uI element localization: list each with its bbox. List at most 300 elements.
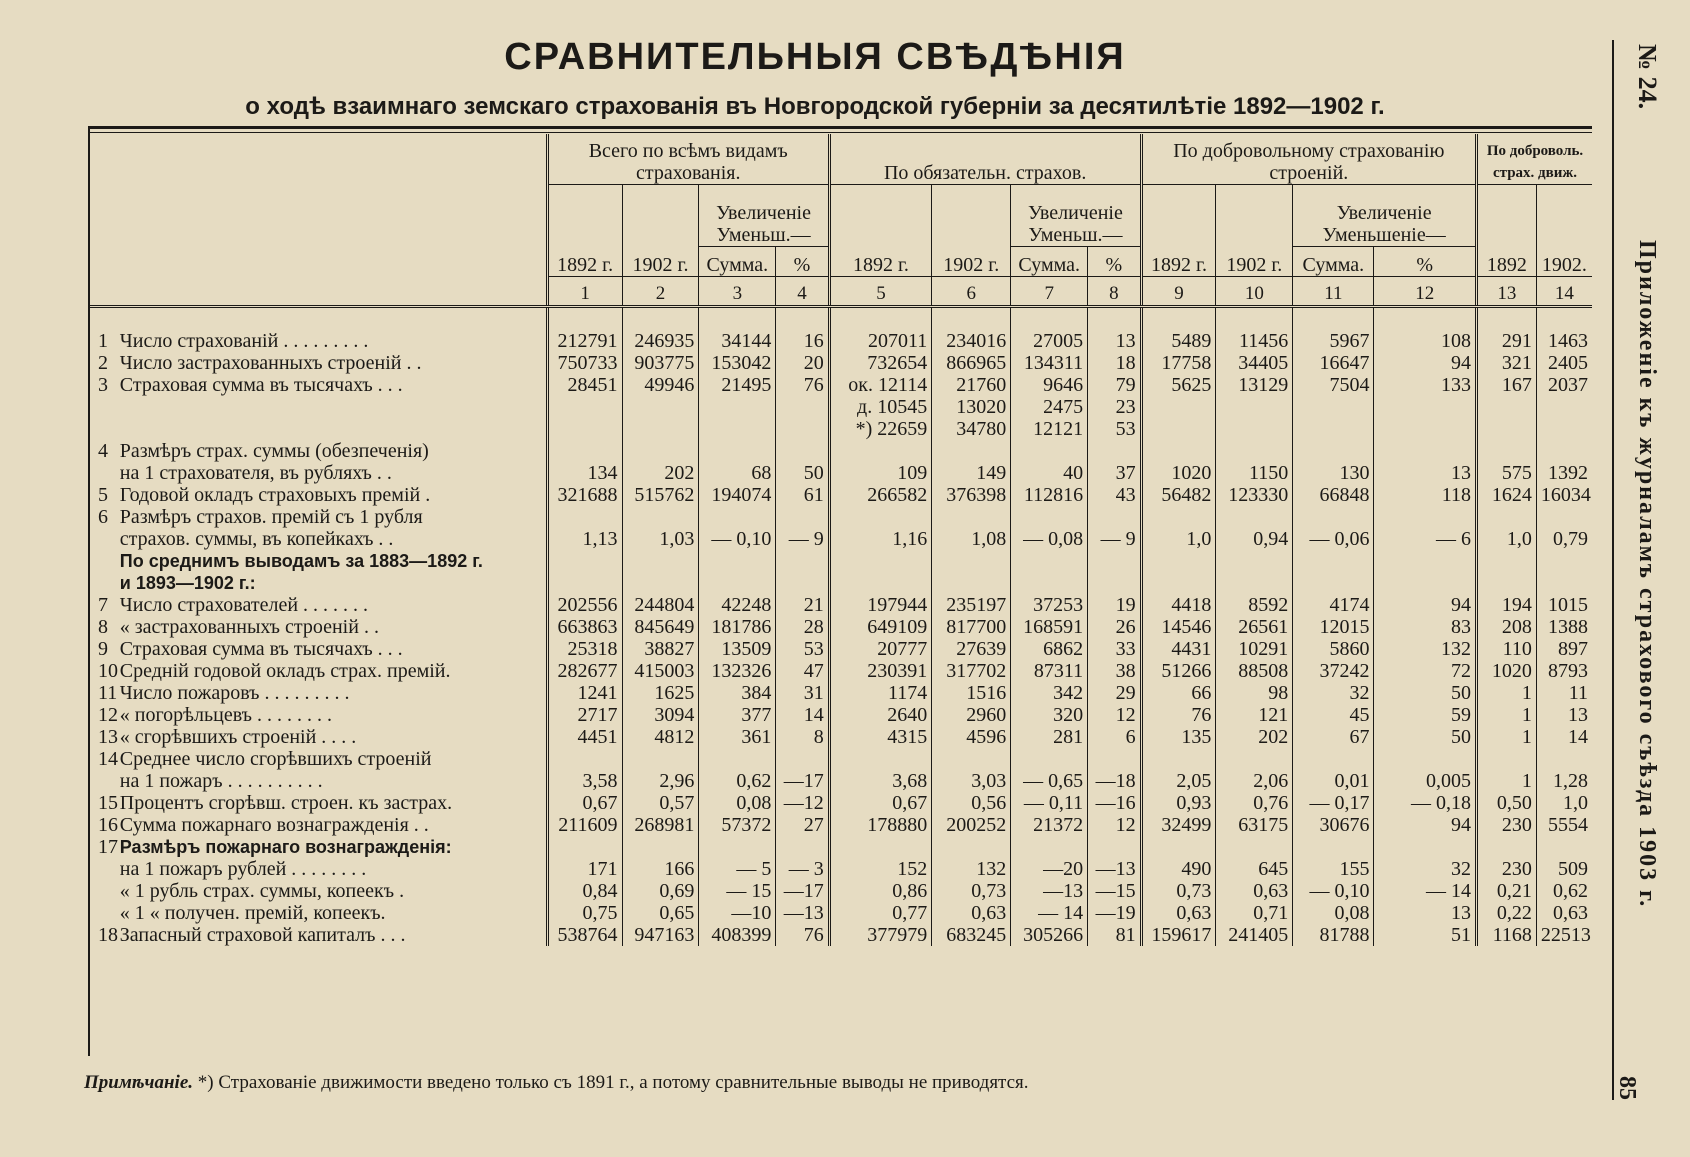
table-cell — [1216, 506, 1293, 528]
table-cell: 1625 — [622, 682, 699, 704]
table-cell: 281 — [1011, 726, 1088, 748]
row-number: 14 — [98, 747, 118, 770]
table-row — [88, 638, 1592, 660]
table-cell: 32 — [1374, 858, 1477, 880]
table-cell: 246935 — [622, 330, 699, 352]
table-cell: 56482 — [1141, 484, 1216, 506]
table-cell — [622, 506, 699, 528]
table-cell: 17758 — [1141, 352, 1216, 374]
table-cell — [776, 550, 829, 572]
table-cell: 12 — [1088, 704, 1141, 726]
table-cell: 76 — [776, 374, 829, 396]
table-cell — [547, 440, 622, 462]
table-cell: 342 — [1011, 682, 1088, 704]
table-cell: 211609 — [547, 814, 622, 836]
table-cell: 5489 — [1141, 330, 1216, 352]
table-cell — [1216, 572, 1293, 594]
table-cell: 1020 — [1141, 462, 1216, 484]
table-cell: 88508 — [1216, 660, 1293, 682]
table-cell: 28451 — [547, 374, 622, 396]
table-cell: 649109 — [829, 616, 932, 638]
table-row — [88, 462, 1592, 484]
row-label: Процентъ сгорѣвш. строен. къ застрах. — [119, 791, 453, 814]
table-cell — [547, 506, 622, 528]
header-group-compulsory: По обязательн. страхов. — [829, 134, 1141, 184]
row-number — [88, 880, 116, 902]
table-cell — [1216, 396, 1293, 418]
table-cell: —19 — [1088, 902, 1141, 924]
table-cell: 16647 — [1293, 352, 1374, 374]
table-cell: 76 — [1141, 704, 1216, 726]
table-cell: 13 — [1536, 704, 1592, 726]
table-cell: 4431 — [1141, 638, 1216, 660]
table-cell: 0,08 — [699, 792, 776, 814]
table-cell: 1624 — [1477, 484, 1537, 506]
table-cell: —10 — [699, 902, 776, 924]
table-cell: —20 — [1011, 858, 1088, 880]
table-row — [88, 330, 1592, 352]
row-number: 18 — [98, 923, 118, 946]
row-number — [88, 902, 116, 924]
table-cell: 38827 — [622, 638, 699, 660]
table-cell: — 15 — [699, 880, 776, 902]
row-label — [116, 396, 548, 418]
table-cell: 1241 — [547, 682, 622, 704]
table-cell: 320 — [1011, 704, 1088, 726]
table-cell: 1150 — [1216, 462, 1293, 484]
column-number: 8 — [1088, 276, 1141, 306]
header-year-1902: 1902. — [1536, 184, 1592, 276]
table-cell: 130 — [1293, 462, 1374, 484]
table-cell — [1374, 396, 1477, 418]
row-label: Число пожаровъ . . . . . . . . . — [119, 681, 350, 704]
table-cell — [829, 572, 932, 594]
table-cell: 6862 — [1011, 638, 1088, 660]
row-number: 15 — [98, 791, 118, 814]
table-cell: 235197 — [932, 594, 1011, 616]
table-cell: 2475 — [1011, 396, 1088, 418]
table-cell: — 0,11 — [1011, 792, 1088, 814]
table-cell — [1088, 748, 1141, 770]
column-number: 12 — [1374, 276, 1477, 306]
table-cell: 43 — [1088, 484, 1141, 506]
table-row — [88, 902, 1592, 924]
column-number: 13 — [1477, 276, 1537, 306]
table-row — [88, 484, 1592, 506]
table-cell — [1141, 396, 1216, 418]
table-cell: 0,93 — [1141, 792, 1216, 814]
table-cell: 19 — [1088, 594, 1141, 616]
table-row — [88, 440, 1592, 462]
header-year-1902: 1902 г. — [932, 184, 1011, 276]
table-cell: 50 — [776, 462, 829, 484]
column-number: 10 — [1216, 276, 1293, 306]
table-cell: 321688 — [547, 484, 622, 506]
table-cell — [1293, 748, 1374, 770]
table-cell: 0,63 — [1536, 902, 1592, 924]
table-cell: 16034 — [1536, 484, 1592, 506]
table-cell: 18 — [1088, 352, 1141, 374]
table-cell: 2,96 — [622, 770, 699, 792]
table-cell — [699, 550, 776, 572]
table-cell: 0,94 — [1216, 528, 1293, 550]
table-cell — [547, 418, 622, 440]
table-cell — [1293, 440, 1374, 462]
table-body — [88, 330, 1592, 946]
table-cell: 575 — [1477, 462, 1537, 484]
table-cell: 34780 — [932, 418, 1011, 440]
table-cell — [1216, 748, 1293, 770]
table-cell — [622, 748, 699, 770]
table-cell: 0,73 — [1141, 880, 1216, 902]
table-cell: 515762 — [622, 484, 699, 506]
table-cell — [1293, 418, 1374, 440]
table-cell: 20777 — [829, 638, 932, 660]
statistics-table — [88, 134, 1592, 946]
table-cell — [776, 748, 829, 770]
row-label: страхов. суммы, въ копейкахъ . . — [119, 527, 394, 550]
table-cell — [1011, 550, 1088, 572]
table-cell: 202 — [622, 462, 699, 484]
table-cell: 22513 — [1536, 924, 1592, 946]
row-number — [88, 858, 116, 880]
table-cell: 197944 — [829, 594, 932, 616]
table-cell: 845649 — [622, 616, 699, 638]
table-cell — [776, 572, 829, 594]
margin-rule — [1612, 40, 1614, 1100]
table-cell: — 0,10 — [1293, 880, 1374, 902]
frame-rule — [88, 126, 1592, 129]
row-number: 1 — [98, 329, 108, 352]
table-cell: —18 — [1088, 770, 1141, 792]
table-cell: 1,28 — [1536, 770, 1592, 792]
table-cell: 4418 — [1141, 594, 1216, 616]
table-cell: *) 22659 — [829, 418, 932, 440]
table-cell: 21760 — [932, 374, 1011, 396]
table-cell: 134 — [547, 462, 622, 484]
row-label: и 1893—1902 г.: — [119, 572, 256, 593]
table-cell — [622, 418, 699, 440]
frame-rule-thin — [88, 132, 1592, 133]
table-cell: 32499 — [1141, 814, 1216, 836]
table-cell: 1392 — [1536, 462, 1592, 484]
table-cell: — 0,17 — [1293, 792, 1374, 814]
table-cell — [776, 396, 829, 418]
table-cell: 66848 — [1293, 484, 1374, 506]
row-label: Число страхователей . . . . . . . — [119, 593, 369, 616]
row-number — [88, 396, 116, 418]
table-cell: 377979 — [829, 924, 932, 946]
table-row — [88, 506, 1592, 528]
table-cell — [622, 396, 699, 418]
table-cell: 947163 — [622, 924, 699, 946]
table-cell — [1477, 572, 1537, 594]
table-cell — [1141, 836, 1216, 858]
table-cell: — 0,18 — [1374, 792, 1477, 814]
table-cell: 59 — [1374, 704, 1477, 726]
table-cell: 0,76 — [1216, 792, 1293, 814]
column-number: 3 — [699, 276, 776, 306]
table-cell: 0,01 — [1293, 770, 1374, 792]
row-number: 8 — [98, 615, 108, 638]
row-label: Сумма пожарнаго вознагражденія . . — [119, 813, 429, 836]
row-number: 12 — [98, 703, 118, 726]
table-cell: 1168 — [1477, 924, 1537, 946]
table-cell — [1477, 506, 1537, 528]
table-cell: 0,63 — [932, 902, 1011, 924]
row-label: на 1 страхователя, въ рубляхъ . . — [119, 461, 392, 484]
table-cell: 490 — [1141, 858, 1216, 880]
table-cell: 202 — [1216, 726, 1293, 748]
table-cell — [699, 572, 776, 594]
table-cell — [1011, 440, 1088, 462]
table-row — [88, 418, 1592, 440]
table-cell: 1,13 — [547, 528, 622, 550]
table-cell: 13 — [1374, 902, 1477, 924]
column-number: 14 — [1536, 276, 1592, 306]
table-cell: 230 — [1477, 858, 1537, 880]
row-number — [88, 418, 116, 440]
issue-number: № 24. — [1633, 44, 1662, 110]
table-cell: 0,63 — [1216, 880, 1293, 902]
table-cell: 2640 — [829, 704, 932, 726]
table-cell: 21372 — [1011, 814, 1088, 836]
header-group-voluntary-movables: По доброволь. страх. движ. — [1477, 134, 1592, 184]
table-row — [88, 814, 1592, 836]
column-number: 5 — [829, 276, 932, 306]
table-cell — [622, 440, 699, 462]
table-cell: 53 — [1088, 418, 1141, 440]
table-cell: —17 — [776, 770, 829, 792]
row-label: Размѣръ страхов. премій съ 1 рубля — [119, 505, 423, 528]
table-cell: 31 — [776, 682, 829, 704]
table-cell: 0,71 — [1216, 902, 1293, 924]
row-label: Страховая сумма въ тысячахъ . . . — [119, 373, 403, 396]
table-cell: 1,16 — [829, 528, 932, 550]
table-row — [88, 792, 1592, 814]
table-cell: 2717 — [547, 704, 622, 726]
row-label: « 1 « получен. премій, копеекъ. — [119, 901, 386, 924]
table-cell — [1536, 506, 1592, 528]
table-cell: 538764 — [547, 924, 622, 946]
table-cell: —16 — [1088, 792, 1141, 814]
table-cell: 0,67 — [547, 792, 622, 814]
table-row — [88, 572, 1592, 594]
row-number: 13 — [98, 725, 118, 748]
table-cell: 683245 — [932, 924, 1011, 946]
table-row — [88, 352, 1592, 374]
table-cell: 109 — [829, 462, 932, 484]
table-cell: 732654 — [829, 352, 932, 374]
row-number: 7 — [98, 593, 108, 616]
table-cell: 1,0 — [1141, 528, 1216, 550]
document-title: СРАВНИТЕЛЬНЫЯ СВѢДѢНІЯ — [504, 36, 1126, 78]
table-cell: — 9 — [776, 528, 829, 550]
table-cell: 0,62 — [699, 770, 776, 792]
table-cell: 76 — [776, 924, 829, 946]
table-cell — [1374, 506, 1477, 528]
table-cell: 67 — [1293, 726, 1374, 748]
table-cell — [932, 440, 1011, 462]
table-cell: 6 — [1088, 726, 1141, 748]
table-cell: 230391 — [829, 660, 932, 682]
table-cell: 155 — [1293, 858, 1374, 880]
table-cell: — 14 — [1374, 880, 1477, 902]
row-label: Запасный страховой капиталъ . . . — [119, 923, 406, 946]
table-cell: 212791 — [547, 330, 622, 352]
table-cell: 152 — [829, 858, 932, 880]
table-cell: 4812 — [622, 726, 699, 748]
column-number: 9 — [1141, 276, 1216, 306]
table-cell: 34405 — [1216, 352, 1293, 374]
table-cell: 0,08 — [1293, 902, 1374, 924]
table-cell: — 0,08 — [1011, 528, 1088, 550]
table-cell: 178880 — [829, 814, 932, 836]
table-cell: 0,77 — [829, 902, 932, 924]
table-row — [88, 726, 1592, 748]
table-cell: 5625 — [1141, 374, 1216, 396]
table-cell: 384 — [699, 682, 776, 704]
table-cell: 750733 — [547, 352, 622, 374]
table-cell: 0,63 — [1141, 902, 1216, 924]
table-cell: 135 — [1141, 726, 1216, 748]
table-cell — [547, 572, 622, 594]
header-year-1892: 1892 — [1477, 184, 1537, 276]
table-cell: 3,68 — [829, 770, 932, 792]
table-cell — [1536, 440, 1592, 462]
table-row — [88, 396, 1592, 418]
table-cell: 13129 — [1216, 374, 1293, 396]
table-row — [88, 704, 1592, 726]
table-cell: 1,03 — [622, 528, 699, 550]
table-cell — [1374, 550, 1477, 572]
table-cell: 38 — [1088, 660, 1141, 682]
table-cell: 0,84 — [547, 880, 622, 902]
header-year-1902: 1902 г. — [1216, 184, 1293, 276]
table-cell: 83 — [1374, 616, 1477, 638]
table-cell: —13 — [1088, 858, 1141, 880]
table-row — [88, 594, 1592, 616]
table-cell — [1536, 836, 1592, 858]
table-cell: —13 — [1011, 880, 1088, 902]
table-cell: 2,05 — [1141, 770, 1216, 792]
table-cell — [829, 836, 932, 858]
table-cell: 230 — [1477, 814, 1537, 836]
table-cell: 10291 — [1216, 638, 1293, 660]
table-cell: 94 — [1374, 814, 1477, 836]
table-cell — [547, 836, 622, 858]
table-cell — [1374, 572, 1477, 594]
footnote-text: *) Страхованіе движимости введено только съ 1891 г., а потому сравнительные выводы не приводятся. — [197, 1072, 1029, 1093]
table-cell: 9646 — [1011, 374, 1088, 396]
table-cell: 14546 — [1141, 616, 1216, 638]
table-cell: 376398 — [932, 484, 1011, 506]
table-cell: 11456 — [1216, 330, 1293, 352]
table-cell: 194 — [1477, 594, 1537, 616]
table-cell: 153042 — [699, 352, 776, 374]
header-year-1892: 1892 г. — [829, 184, 932, 276]
table-cell — [699, 440, 776, 462]
table-row — [88, 550, 1592, 572]
table-row — [88, 924, 1592, 946]
table-cell — [1141, 748, 1216, 770]
table-cell — [1011, 748, 1088, 770]
table-cell: 61 — [776, 484, 829, 506]
table-row — [88, 616, 1592, 638]
header-change: Увеличеніе Уменьшеніе— — [1293, 184, 1477, 246]
table-cell: 132 — [932, 858, 1011, 880]
row-label: « застрахованныхъ строеній . . — [119, 615, 379, 638]
table-cell — [1374, 836, 1477, 858]
row-label: Число застрахованныхъ строеній . . — [119, 351, 422, 374]
table-cell: 0,73 — [932, 880, 1011, 902]
table-cell: 408399 — [699, 924, 776, 946]
table-cell: 208 — [1477, 616, 1537, 638]
table-cell: 21495 — [699, 374, 776, 396]
table-cell — [1374, 440, 1477, 462]
table-cell — [547, 550, 622, 572]
table-cell: 4451 — [547, 726, 622, 748]
table-cell: 108 — [1374, 330, 1477, 352]
header-percent: % — [1374, 246, 1477, 276]
column-number: 7 — [1011, 276, 1088, 306]
table-cell: 0,005 — [1374, 770, 1477, 792]
table-row — [88, 528, 1592, 550]
row-number: 5 — [98, 483, 108, 506]
table-cell — [699, 418, 776, 440]
table-cell: 94 — [1374, 594, 1477, 616]
header-group-total: Всего по всѣмъ видамъ страхованія. — [547, 134, 829, 184]
table-cell: 26561 — [1216, 616, 1293, 638]
table-cell: 1174 — [829, 682, 932, 704]
row-label: Средній годовой окладъ страх. премій. — [119, 659, 451, 682]
table-cell — [1477, 748, 1537, 770]
table-cell: 377 — [699, 704, 776, 726]
table-cell: 0,62 — [1536, 880, 1592, 902]
table-cell — [1141, 506, 1216, 528]
table-cell: 291 — [1477, 330, 1537, 352]
table-cell — [699, 506, 776, 528]
table-cell: 4174 — [1293, 594, 1374, 616]
table-cell: 361 — [699, 726, 776, 748]
row-label: Размѣръ пожарнаго вознагражденія: — [119, 836, 452, 857]
header-change: Увеличеніе Уменьш.— — [1011, 184, 1141, 246]
row-number: 2 — [98, 351, 108, 374]
table-cell: 13 — [1374, 462, 1477, 484]
table-cell — [1141, 418, 1216, 440]
table-cell: 21 — [776, 594, 829, 616]
table-cell: 23 — [1088, 396, 1141, 418]
table-cell: 132 — [1374, 638, 1477, 660]
table-cell: 5554 — [1536, 814, 1592, 836]
table-cell: 8793 — [1536, 660, 1592, 682]
table-cell: 12121 — [1011, 418, 1088, 440]
header-year-1902: 1902 г. — [622, 184, 699, 276]
table-cell: — 14 — [1011, 902, 1088, 924]
table-cell: 509 — [1536, 858, 1592, 880]
table-cell — [932, 550, 1011, 572]
table-cell: — 5 — [699, 858, 776, 880]
table-cell — [699, 836, 776, 858]
table-cell — [776, 440, 829, 462]
row-number: 3 — [98, 373, 108, 396]
table-row — [88, 770, 1592, 792]
table-cell — [1477, 418, 1537, 440]
table-cell — [1216, 418, 1293, 440]
row-label: на 1 пожаръ рублей . . . . . . . . — [119, 857, 367, 880]
table-cell — [622, 836, 699, 858]
table-cell: 2037 — [1536, 374, 1592, 396]
